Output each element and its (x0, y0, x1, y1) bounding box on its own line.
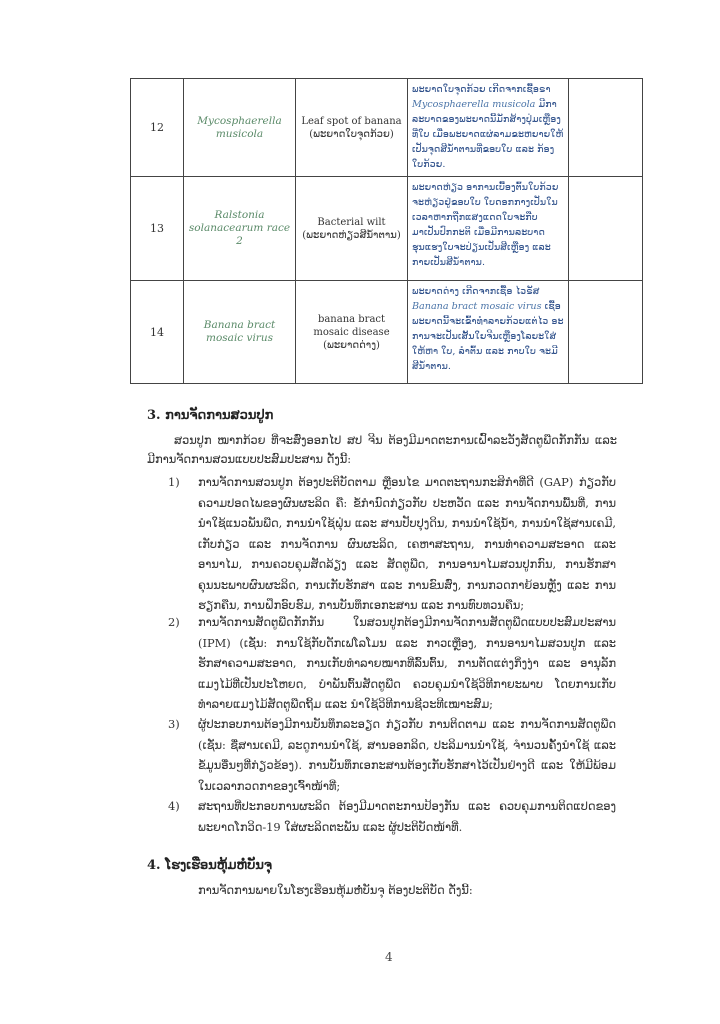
description-italic: Banana bract mosaic virus (412, 301, 542, 312)
table-row (131, 79, 643, 177)
table-row (131, 281, 643, 384)
list-item (168, 714, 616, 796)
scientific-name: Banana bract mosaic virus (184, 281, 296, 384)
item-text: ການຈັດການສັດຕູພືດກັກກັນ ໃນສວນປູກຕ້ອງມີການຈັດການສັດຕູພືດແບບປະສົມປະສານ (IPM) (ເຊັ່ນ: ການໃຊ້ກັບດັກເຟໂລໂມນ ແລະ ກາວເຫຼືອງ, ການອານາໄມສວນປູກ ແລະ ຮັກສາຄວາມສະອາດ, ການເກັບທຳລາຍໝາກທີ່ລົ້ນຕົ້ນ, ການຕັດແຕ່ງກິ່ງງ່າ ແລະ ອານຸລັກແມງໄມ້ທີ່ເປັນປະໂຫຍດ, ບຳພັນຕົ້ນສັດຕູພືດ ຄວບຄຸມນຳໃຊ້ວິທີກາຍະພາບ ໂດຍການເກັບທຳລາຍແມງໄມ້ສັດຕູພືດຖິ້ມ ແລະ ນຳໃຊ້ວິທີການຊີວະທີເໝາະສົມ; (198, 615, 616, 711)
disease-name: Bacterial wilt (ພະຍາດຫ່ຽວສີນ້ຳຕານ) (296, 177, 408, 281)
item-text: ການຈັດການສວນປູກ ຕ້ອງປະຕິບັດຕາມ ຫຼືອນໄຂ ມາດຕະຖານກະສິກຳທີ່ດີ (GAP) ກ່ຽວກັບຄວາມປອດໄພຂອງຜົນຜະລິດ ຄື: ຂໍ້ກຳນົດກ່ຽວກັບ ປະຫວັດ ແລະ ການຈັດການພື້ນທີ່, ການນຳໃຊ້ແນວພັນພືດ, ການນຳໃຊ້ຝຸ່ນ ແລະ ສານປັບປຸງດິນ, ການນຳໃຊ້ນ້ຳ, ການນຳໃຊ້ສານເຄມີ, ເກັບກ່ຽວ ແລະ ການຈັດການ ຜົນຜະລິດ, ເຄຫາສະຖານ, ການທຳຄວາມສະອາດ ແລະ ອານາໄມ, ການຄວບຄຸມສັດລ້ຽງ ແລະ ສັດຕູພືດ, ການອານາໄມສວນປູກກົນ, ການຮັກສາຄຸນນະພາບຜົນຜະລິດ, ການເກັບຮັກສາ ແລະ ການຂົນສົ່ງ, ການກວດກາຍ້ອນຫຼັງ ແລະ ການຮຽກຄືນ, ການຝຶກອົບຮົມ, ການບັນທຶກເອກະສານ ແລະ ການທົບທວນຄືນ; (198, 475, 616, 612)
disease-description (408, 281, 569, 384)
scientific-name: Ralstonia solanacearum race 2 (184, 177, 296, 281)
disease-name: Leaf spot of banana (ພະຍາດໃບຈຸດກ້ວຍ) (296, 79, 408, 177)
row-number: 13 (131, 177, 184, 281)
disease-name: banana bract mosaic disease (ພະຍາດດ່າງ) (296, 281, 408, 384)
description-text: ພະຍາດໃບຈຸດກ້ວຍ ເກີດຈາກເຊື້ອຣາ (412, 84, 551, 95)
item-text: ຜູ້ປະກອບການຕ້ອງມີການບັນທຶກລະອຽດ ກ່ຽວກັບ ການຕິດຕາມ ແລະ ການຈັດການສັດຕູພືດ (ເຊັ່ນ: ຊື່ສານເຄມີ, ລະດູການນຳໃຊ້, ສານອອກລິດ, ປະລິມານນຳໃຊ້, ຈຳນວນຄັ້ງນຳໃຊ້ ແລະ ຂໍ້ມູນອື່ນໆທີ່ກ່ຽວຂ້ອງ). ການບັນທຶກເອກະສານຕ້ອງເກັບຮັກສາໄວ້ເປັນຢ່າງດີ ແລະ ໃຫ້ມີພ້ອມໃນເວລາກວດກາຂອງເຈົ້າໜ້າທີ່; (198, 717, 616, 793)
section-3-intro: ສວນປູກ ໝາກກ້ວຍ ທີ່ຈະສົ່ງອອກໄປ ສປ ຈີນ ຕ້ອງມີມາດຕະການເຝົ້າລະວັງສັດຕູພືດກັກກັນ ແລະ ມີການຈັດການສວນແບບປະສົມປະສານ ດັ່ງນີ້: (147, 433, 617, 466)
description-italic: Mycosphaerella musicola (412, 99, 536, 110)
table-row (131, 177, 643, 281)
description-text: ພະຍາດຫ່ຽວ ອາການເບື້ອງຕົ້ນໃບກ້ວຍຈະຫ່ຽວຢູ່ຂອບໃບ ໃບດອກກາງເປັນໃນເວລາຫາກຖືກແສງແດດໃບຈະກືບມາເປັນປົກກະຕິ ເມື່ອມີການລະບາດຮຸນແຮງໃບຈະປ່ຽນເປັນສີເຫຼືອງ ແລະ ກາຍເປັນສີນ້ຳຕານ. (412, 182, 559, 268)
pest-table (130, 78, 643, 384)
item-number: 1) (168, 475, 180, 489)
row-number: 14 (131, 281, 184, 384)
list-item (168, 612, 616, 715)
disease-description (408, 177, 569, 281)
section-4-heading: 4. ໂຮງເຮືອນຫຸ້ມຫໍ່ບັນຈຸ (147, 858, 273, 873)
section-3-heading: 3. ການຈັດການສວນປູກ (147, 408, 274, 423)
page-number: 4 (385, 950, 393, 964)
section-4-intro: ການຈັດການພາຍໃນໂຮງເຮືອນຫຸ້ມຫໍ່ບັນຈຸ ຕ້ອງປະຕິບັດ ດັ່ງນີ້: (198, 883, 473, 897)
disease-description (408, 79, 569, 177)
item-number: 3) (168, 717, 180, 731)
description-text-cont: ມີກາລະບາດຂອງພະຍາດນີ້ມັກສ້າງປຸ່ມເຫຼືອງທີ່ໃບ ເມື່ອພະຍາດແຜ່ລາມຂະຫຍາຍໃຫ້ເປັນຈຸດສີນ້ຳຕານທີ່ຂອບໃບ ແລະ ກ້ອງໃບກ້ວຍ. (412, 99, 564, 170)
list-item (168, 796, 616, 837)
scientific-name: Mycosphaerella musicola (184, 79, 296, 177)
description-text: ພະຍາດດ່າງ ເກີດຈາກເຊື້ອ ໄວຣັສ (412, 286, 540, 297)
description-text-cont: ເຊື້ອພະຍາດນີ້ຈະເຂົ້າທຳລາຍກ້ວຍແຕ່ໄວ ອະການຈະເປັນເສັ້ນໃຍຈີນເຫຼືອງໂລຍະໃສ່ໃຫ້ຫາ ໃບ, ລຳຕົ້ນ ແລະ ກາບໃບ ຈະມີສີນ້ຳຕານ. (412, 301, 564, 372)
list-item (168, 472, 616, 616)
item-number: 4) (168, 799, 180, 813)
item-number: 2) (168, 615, 180, 629)
item-text: ສະຖານທີ່ປະກອບການຜະລິດ ຕ້ອງມີມາດຕະການປ້ອງກັນ ແລະ ຄວບຄຸມການຕິດແປດຂອງພະຍາດໂກວິດ-19 ໃສ່ຜະລິດຕະພັນ ແລະ ຜູ້ປະຕິບັດໜ້າທີ່. (198, 799, 616, 834)
row-number: 12 (131, 79, 184, 177)
